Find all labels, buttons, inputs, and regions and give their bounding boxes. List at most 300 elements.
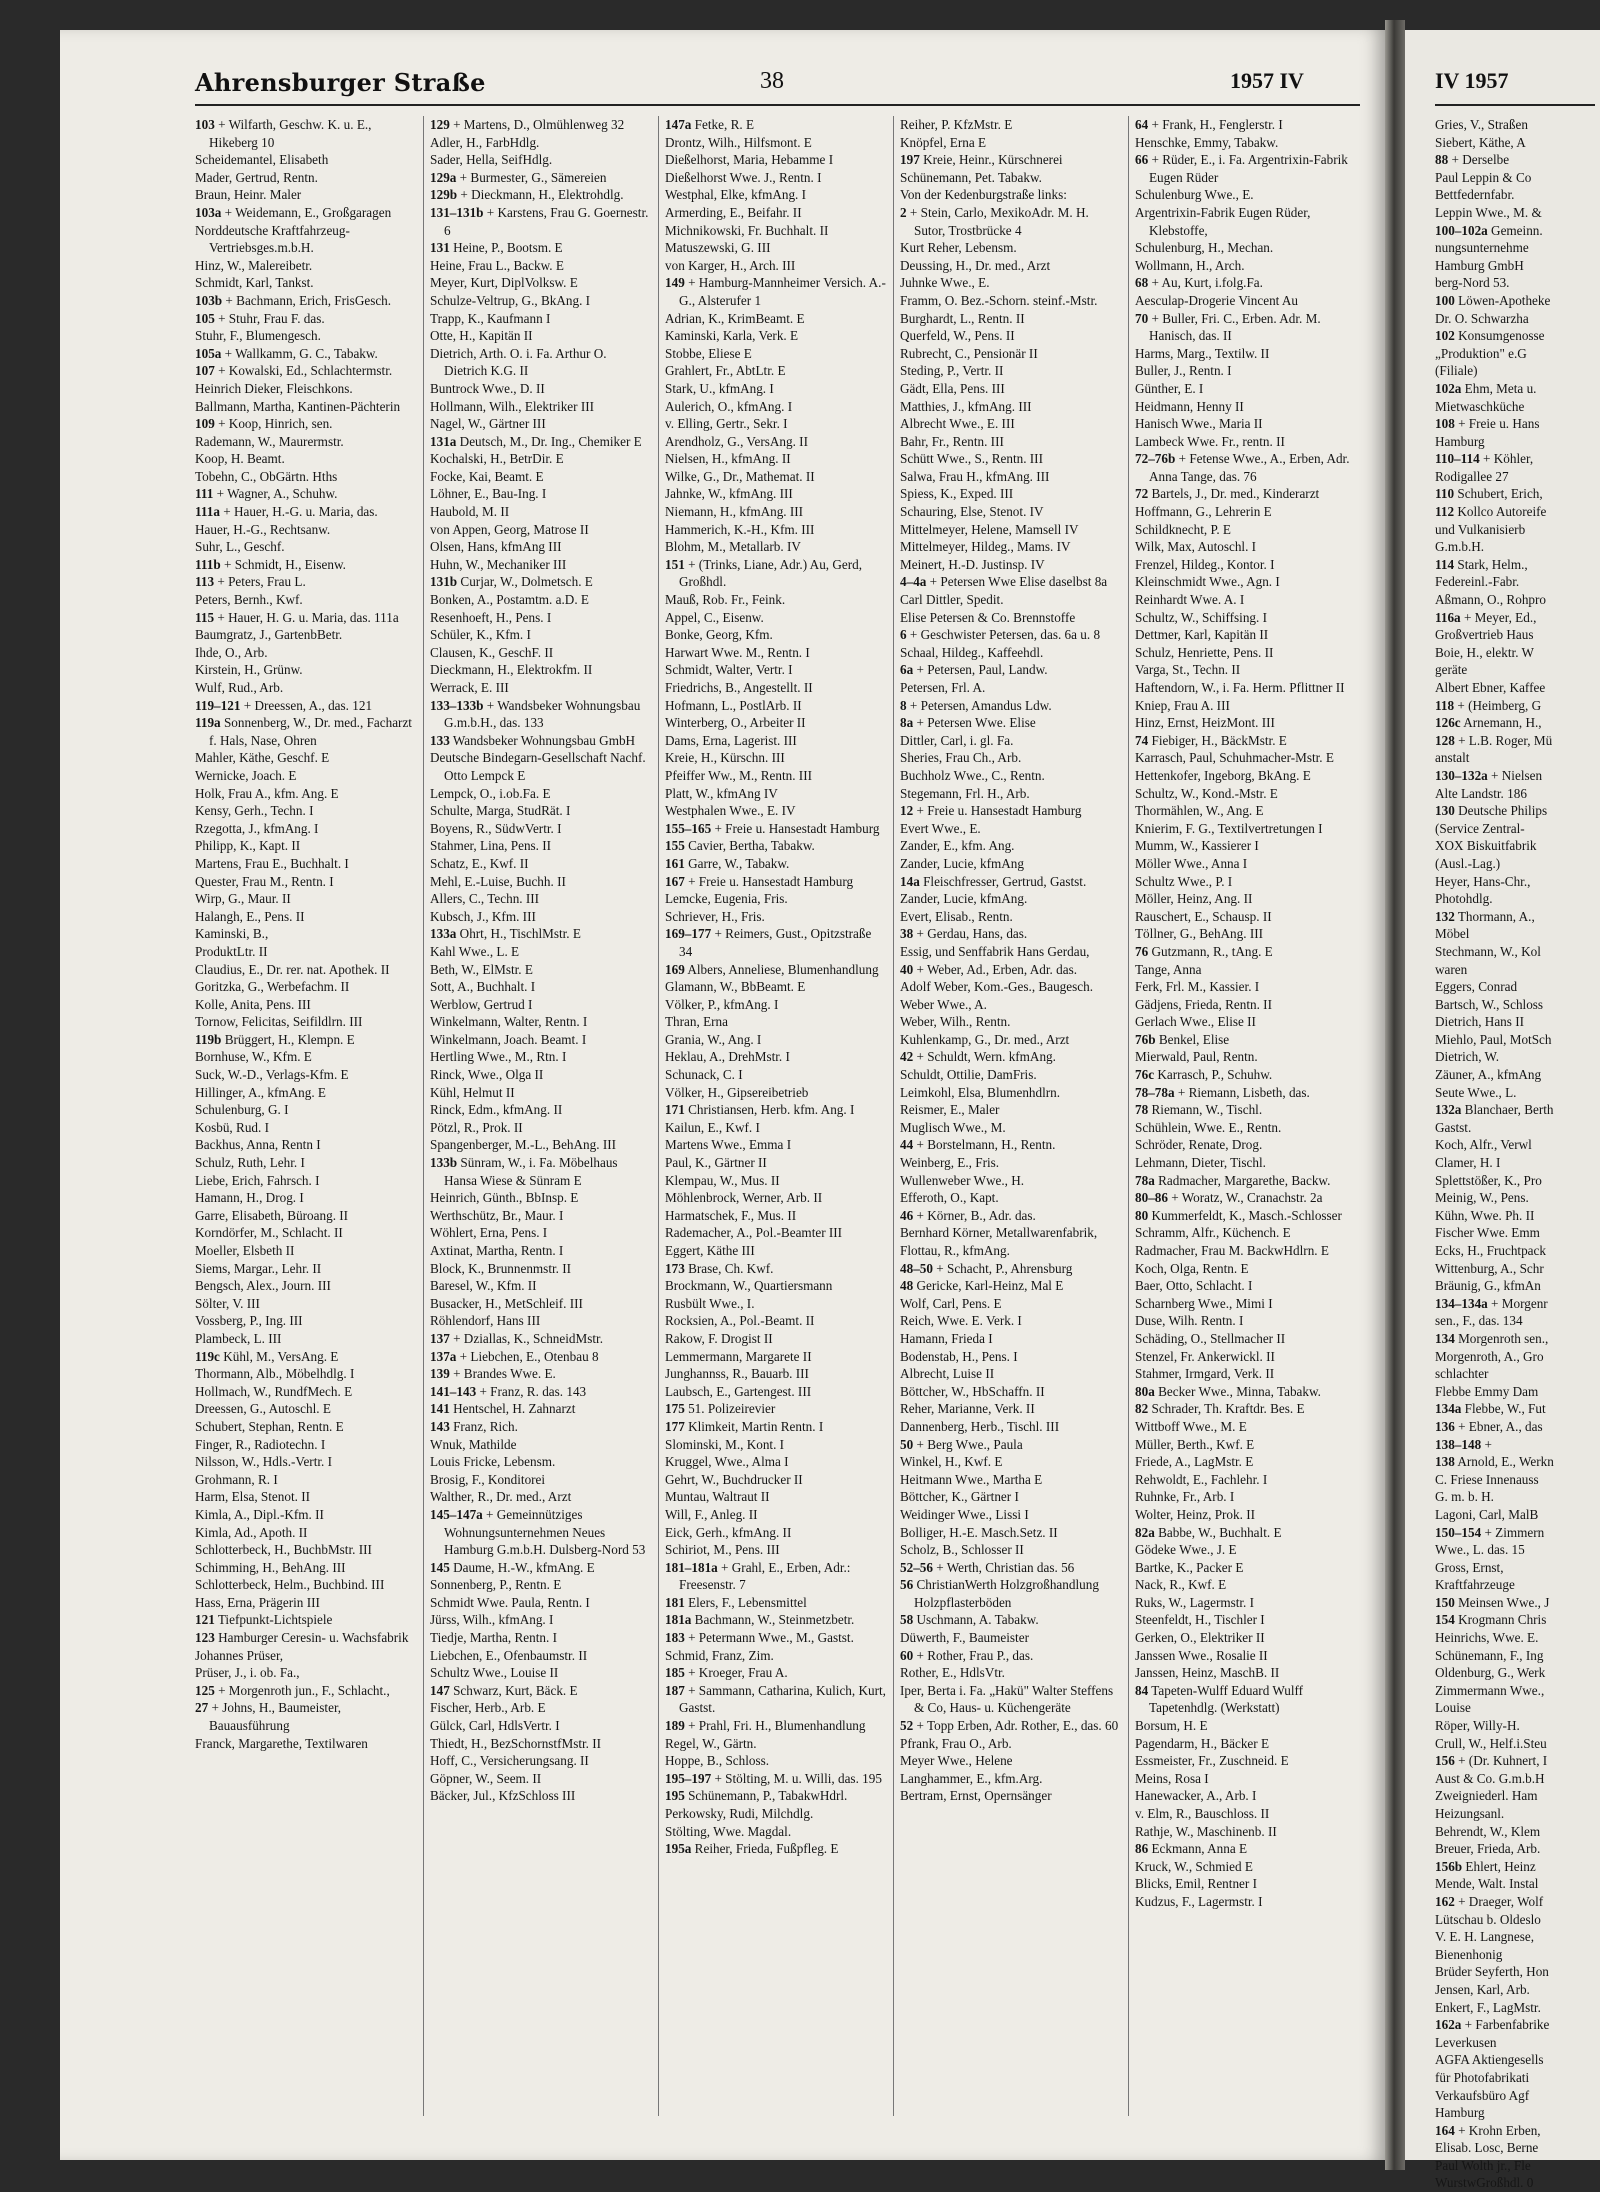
directory-entry: Henschke, Emmy, Tabakw. [1135,134,1279,150]
directory-entry: 102a Ehm, Meta u. [1435,380,1537,396]
directory-entry: Flottau, R., kfmAng. [900,1243,1010,1258]
directory-entry: Schatz, E., Kwf. II [430,855,529,871]
directory-entry: 139 + Brandes Wwe. E. [430,1366,556,1382]
directory-entry: Burghardt, L., Rentn. II [900,310,1025,326]
directory-entry: Harwart Wwe. M., Rentn. I [665,644,810,660]
directory-entry: Hamburg [1435,433,1485,449]
page-number: 38 [760,68,784,94]
directory-entry: Hettenkofer, Ingeborg, BkAng. E [1135,767,1311,783]
directory-entry: Juhnke Wwe., E. [900,275,990,291]
directory-entry: Will, F., Anleg. II [665,1506,758,1522]
column-5 [1135,116,1357,2136]
directory-entry: Zweigniederl. Ham [1435,1788,1538,1804]
directory-entry: Iper, Berta i. Fa. „Hakü" Walter Steffens & Co, Haus- u. Küchengeräte [900,1682,1114,1716]
right-page-column [1435,116,1600,2191]
directory-entry: Schulze-Veltrup, G., BkAng. I [430,292,591,308]
directory-entry: Albrecht, Luise II [900,1366,995,1382]
directory-entry: 119b Brüggert, H., Klempn. E [195,1031,355,1047]
directory-entry: Wilke, G., Dr., Mathemat. II [665,468,815,484]
directory-entry: 132 Thormann, A., [1435,908,1535,924]
directory-entry: Rinck, Edm., kfmAng. II [430,1102,563,1118]
directory-entry: 131b Curjar, W., Dolmetsch. E [430,574,593,590]
directory-entry: Meinig, W., Pens. [1435,1190,1529,1206]
directory-entry: 88 + Derselbe [1435,152,1510,168]
directory-entry: Zäuner, A., kfmAng [1435,1067,1542,1083]
directory-entry: Bonken, A., Postamtm. a.D. E [430,592,589,608]
directory-entry: Kraftfahrzeuge [1435,1577,1515,1593]
directory-entry: 175 51. Polizeirevier [665,1401,776,1417]
directory-entry: Hinz, W., Malereibetr. [195,257,313,273]
directory-entry: Werrack, E. III [430,680,509,695]
directory-entry: Völker, P., kfmAng. I [665,996,779,1012]
directory-entry: Harms, Marg., Textilw. II [1135,345,1270,361]
directory-entry: 181a Bachmann, W., Steinmetzbetr. [665,1612,855,1628]
directory-entry: Gülck, Carl, HdlsVertr. I [430,1718,560,1734]
directory-entry: 171 Christiansen, Herb. kfm. Ang. I [665,1102,855,1118]
directory-entry: Brockmann, W., Quartiersmann [665,1278,833,1294]
directory-entry: Günther, E. I [1135,380,1204,396]
directory-entry: 123 Hamburger Ceresin- u. Wachsfabrik [195,1630,409,1646]
directory-entry: Möller, Heinz, Ang. II [1135,891,1253,907]
directory-entry: Wernicke, Joach. E [195,767,297,783]
directory-entry: Kleinschmidt Wwe., Agn. I [1135,574,1280,590]
directory-entry: Perkowsky, Rudi, Milchdlg. [665,1806,814,1821]
directory-entry: Suck, W.-D., Verlags-Kfm. E [195,1067,349,1083]
directory-entry: Morgenroth, A., Gro [1435,1348,1544,1364]
directory-entry: Weinberg, E., Fris. [900,1155,1000,1171]
directory-entry: 134–134a + Morgenr [1435,1295,1548,1311]
year-volume: 1957 IV [1230,68,1304,93]
directory-entry: Scholz, B., Schlosser II [900,1542,1024,1558]
directory-entry: Leimkohl, Elsa, Blumenhdlrn. [900,1084,1061,1100]
directory-entry: Mende, Walt. Instal [1435,1876,1539,1892]
directory-entry: Schildknecht, P. E [1135,521,1231,537]
directory-entry: Mumm, W., Kassierer I [1135,838,1259,854]
directory-entry: 145–147a + Gemeinnütziges Wohnungsunternehmen Neues Hamburg G.m.b.H. Dulsberg-Nord 53 [430,1506,646,1558]
directory-entry: 156b Ehlert, Heinz [1435,1858,1536,1874]
directory-entry: Bolliger, H.-E. Masch.Setz. II [900,1524,1058,1540]
directory-entry: Heinrich Dieker, Fleischkons. [195,380,353,396]
directory-entry: 112 Kollco Autoreife [1435,504,1547,520]
directory-entry: Kahl Wwe., L. E [430,943,520,959]
directory-entry: Harmatschek, F., Mus. II [665,1207,797,1223]
directory-entry: Evert, Elisab., Rentn. [900,908,1013,924]
directory-entry: Heinrichs, Wwe. E. [1435,1630,1539,1646]
directory-entry: 137a + Liebchen, E., Otenbau 8 [430,1348,599,1364]
directory-entry: 129a + Burmester, G., Sämereien [430,169,607,185]
directory-entry: Schulenburg Wwe., E. [1135,187,1254,203]
directory-entry: 66 + Rüder, E., i. Fa. Argentrixin-Fabrik Eugen Rüder [1135,152,1348,185]
directory-entry: Gross, Ernst, [1435,1559,1504,1575]
directory-entry: Westphal, Elke, kfmAng. I [665,187,807,203]
directory-entry: 110–114 + Köhler, [1435,451,1534,467]
directory-entry: Mittelmeyer, Helene, Mamsell IV [900,521,1079,537]
directory-entry: 177 Klimkeit, Martin Rentn. I [665,1418,824,1434]
directory-entry: Kochalski, H., BetrDir. E [430,451,564,467]
directory-entry: 154 Krogmann Chris [1435,1612,1547,1628]
directory-entry: Bettfedernfabr. [1435,187,1515,203]
directory-entry: Clamer, H. I [1435,1155,1501,1171]
directory-entry: 103 + Wilfarth, Geschw. K. u. E., Hikeberg 10 [195,117,372,150]
directory-entry: Frenzel, Hildeg., Kontor. I [1135,556,1275,572]
directory-entry: G.m.b.H. [1435,539,1485,555]
directory-entry: Reismer, E., Maler [900,1102,1000,1118]
directory-entry: 46 + Körner, B., Adr. das. [900,1207,1036,1223]
directory-entry: Arendholz, G., VersAng. II [665,433,808,449]
directory-entry: Jahnke, W., kfmAng. III [665,486,793,502]
directory-entry: Liebe, Erich, Fahrsch. I [195,1172,320,1188]
directory-entry: Gerlach Wwe., Elise II [1135,1014,1256,1030]
directory-entry: Kirstein, H., Grünw. [195,662,303,678]
directory-entry: 58 Uschmann, A. Tabakw. [900,1612,1039,1628]
directory-entry: 105 + Stuhr, Frau F. das. [195,310,325,326]
directory-entry: Louise [1435,1700,1471,1716]
directory-entry: Schramm, Alfr., Küchench. E [1135,1225,1291,1241]
directory-entry: 147a Fetke, R. E [665,117,755,132]
directory-entry: Meins, Rosa I [1135,1770,1209,1786]
column-2 [430,116,652,2136]
directory-entry: Deussing, H., Dr. med., Arzt [900,257,1051,273]
directory-entry: Blicks, Emil, Rentner I [1135,1876,1257,1892]
directory-entry: 173 Brase, Ch. Kwf. [665,1260,774,1276]
directory-entry: ProduktLtr. II [195,943,268,959]
directory-entry: Scharnberg Wwe., Mimi I [1135,1295,1273,1311]
directory-entry: 6 + Geschwister Petersen, das. 6a u. 8 [900,627,1101,643]
directory-entry: Louis Fricke, Lebensm. [430,1454,556,1470]
directory-entry: 189 + Prahl, Fri. H., Blumenhandlung [665,1718,866,1734]
directory-entry: Zander, E., kfm. Ang. [900,838,1015,854]
directory-entry: Friedrichs, B., Angestellt. II [665,680,813,695]
directory-entry: 103a + Weidemann, E., Großgaragen [195,204,392,220]
directory-entry: 138–148 + [1435,1436,1492,1452]
directory-entry: 70 + Buller, Fri. C., Erben. Adr. M. Hanisch, das. II [1135,310,1321,344]
directory-entry: Sheries, Frau Ch., Arb. [900,750,1022,766]
directory-entry: Rusbült Wwe., I. [665,1295,755,1311]
directory-entry: 44 + Borstelmann, H., Rentn. [900,1137,1056,1153]
directory-entry: Appel, C., Eisenw. [665,609,764,625]
directory-entry: Claudius, E., Dr. rer. nat. Apothek. II [195,961,390,977]
directory-entry: Nilsson, W., Hdls.-Vertr. I [195,1454,333,1470]
right-header-rule [1435,104,1595,106]
directory-entry: Gödeke Wwe., J. E [1135,1542,1237,1558]
directory-entry: Dießelhorst Wwe. J., Rentn. I [665,169,822,185]
directory-entry: 111 + Wagner, A., Schuhw. [195,486,338,502]
directory-entry: Michnikowski, Fr. Buchhalt. II [665,222,829,238]
directory-entry: Bertram, Ernst, Opernsänger [900,1788,1052,1804]
directory-entry: 76 Gutzmann, R., tAng. E [1135,943,1273,959]
directory-entry: Winkelmann, Joach. Beamt. I [430,1031,587,1047]
directory-entry: Kruck, W., Schmied E [1135,1858,1253,1874]
directory-entry: 52–56 + Werth, Christian das. 56 [900,1559,1075,1575]
directory-entry: 125 + Morgenroth jun., F., Schlacht., [195,1682,390,1698]
directory-entry: Verkaufsbüro Agf [1435,2087,1530,2103]
directory-entry: Nagel, W., Gärtner III [430,416,546,432]
directory-entry: (Filiale) [1435,363,1478,379]
directory-entry: 155–165 + Freie u. Hansestadt Hamburg [665,820,880,836]
directory-entry: Essig, und Senffabrik Hans Gerdau, [900,943,1090,959]
directory-entry: 162 + Draeger, Wolf [1435,1893,1544,1909]
directory-entry: Kosbü, Rud. I [195,1119,269,1135]
directory-entry: Goritzka, G., Werbefachm. II [195,979,350,995]
directory-entry: Gädjens, Frieda, Rentn. II [1135,996,1272,1012]
directory-entry: Baresel, W., Kfm. II [430,1278,537,1294]
directory-entry: 150 Meinsen Wwe., J [1435,1594,1550,1610]
directory-entry: Siebert, Käthe, A [1435,134,1526,150]
directory-entry: Röper, Willy-H. [1435,1718,1520,1734]
directory-entry: Rauschert, E., Schausp. II [1135,908,1272,924]
directory-entry: Boyens, R., SüdwVertr. I [430,820,562,836]
directory-entry: Albrecht Wwe., E. III [900,416,1015,432]
directory-entry: Gerken, O., Elektriker II [1135,1630,1265,1646]
directory-entry: Rademacher, A., Pol.-Beamter III [665,1225,843,1241]
directory-entry: 164 + Krohn Erben, [1435,2122,1541,2138]
directory-entry: 114 Stark, Helm., [1435,556,1528,572]
directory-entry: Essmeister, Fr., Zuschneid. E [1135,1753,1289,1769]
directory-entry: Düwerth, F., Baumeister [900,1630,1029,1646]
directory-entry: 133a Ohrt, H., TischlMstr. E [430,926,581,942]
column-divider [893,116,894,2116]
directory-entry: Schmidt, Walter, Vertr. I [665,662,793,678]
directory-entry: Zimmermann Wwe., [1435,1682,1545,1698]
directory-entry: (Service Zentral- [1435,820,1525,836]
directory-entry: 134a Flebbe, W., Fut [1435,1401,1546,1417]
directory-entry: Muglisch Wwe., M. [900,1119,1006,1135]
directory-entry: Petersen, Frl. A. [900,680,986,695]
directory-entry: Stenzel, Fr. Ankerwickl. II [1135,1348,1275,1364]
directory-entry: 185 + Kroeger, Frau A. [665,1665,788,1681]
directory-entry: 60 + Rother, Frau P., das. [900,1647,1034,1663]
directory-entry: Busacker, H., MetSchleif. III [430,1295,583,1311]
directory-entry: 195 Schünemann, P., TabakwHdrl. [665,1788,848,1804]
directory-entry: Slominski, M., Kont. I [665,1436,785,1452]
directory-entry: Kühn, Wwe. Ph. II [1435,1207,1535,1223]
directory-entry: Dannenberg, Herb., Tischl. III [900,1418,1060,1434]
directory-entry: 161 Garre, W., Tabakw. [665,855,790,871]
directory-entry: Böttcher, W., HbSchaffn. II [900,1383,1045,1399]
directory-entry: Schaal, Hildeg., Kaffeehdl. [900,644,1044,660]
street-title: Ahrensburger Straße [195,68,486,97]
directory-entry: Backhus, Anna, Rentn I [195,1137,321,1153]
directory-entry: Miehlo, Paul, MotSch [1435,1031,1552,1047]
directory-entry: Efferoth, O., Kapt. [900,1190,999,1206]
directory-entry: 82a Babbe, W., Buchhalt. E [1135,1524,1282,1540]
directory-entry: Albert Ebner, Kaffee [1435,680,1546,695]
directory-entry: Grahlert, Fr., AbtLtr. E [665,363,786,379]
directory-entry: 8 + Petersen, Amandus Ldw. [900,697,1052,713]
directory-entry: 111a + Hauer, H.-G. u. Maria, das. [195,504,378,520]
directory-entry: Ballmann, Martha, Kantinen-Pächterin [195,398,401,414]
directory-entry: Schünemann, F., Ing [1435,1647,1544,1663]
directory-entry: Hass, Erna, Prägerin III [195,1594,320,1610]
directory-entry: Möbel [1435,926,1470,942]
directory-entry: Stechmann, W., Kol [1435,943,1541,959]
directory-entry: Otte, H., Kapitän II [430,328,533,344]
directory-entry: Hoffmann, G., Lehrerin E [1135,504,1272,520]
directory-entry: Beth, W., ElMstr. E [430,961,533,977]
directory-entry: Koch, Olga, Rentn. E [1135,1260,1249,1276]
directory-entry: Salwa, Frau H., kfmAng. III [900,468,1050,484]
directory-entry: (Ausl.-Lag.) [1435,855,1501,871]
directory-entry: Schulte, Marga, StudRät. I [430,803,571,819]
right-page-header: IV 1957 [1435,68,1509,93]
directory-entry: Crull, W., Helf.i.Steu [1435,1735,1547,1751]
directory-entry: 156 + (Dr. Kuhnert, I [1435,1753,1548,1769]
directory-entry: 145 Daume, H.-W., kfmAng. E [430,1559,595,1575]
directory-entry: 103b + Bachmann, Erich, FrisGesch. [195,292,392,308]
directory-entry: Sott, A., Buchhalt. I [430,979,536,995]
directory-entry: Dreessen, G., Autoschl. E [195,1401,331,1417]
directory-entry: Koch, Alfr., Verwl [1435,1137,1532,1153]
directory-entry: Kubsch, J., Kfm. III [430,908,536,924]
directory-entry: Schriever, H., Fris. [665,908,765,924]
directory-entry: Johannes Prüser, [195,1647,284,1663]
directory-entry: Heine, Frau L., Backw. E [430,257,564,273]
directory-entry: Haftendorn, W., i. Fa. Herm. Pflittner II [1135,680,1345,695]
directory-entry: Sader, Hella, SeifHdlg. [430,152,553,168]
directory-entry: Hillinger, A., kfmAng. E [195,1084,326,1100]
directory-entry: Dieckmann, H., Elektrokfm. II [430,662,593,678]
directory-entry: Hamann, Frieda I [900,1330,993,1346]
directory-entry: 80–86 + Woratz, W., Cranachstr. 2a [1135,1190,1323,1206]
directory-entry: Buntrock Wwe., D. II [430,380,545,396]
directory-entry: Kuhlenkamp, G., Dr. med., Arzt [900,1031,1070,1047]
directory-entry: 129 + Martens, D., Olmühlenweg 32 [430,117,625,132]
directory-entry: Ecks, H., Fruchtpack [1435,1243,1546,1258]
directory-entry: 137 + Dziallas, K., SchneidMstr. [430,1330,603,1346]
column-divider [423,116,424,2116]
directory-entry: Kudzus, F., Lagermstr. I [1135,1893,1263,1909]
directory-entry: Leppin Wwe., M. & [1435,204,1542,220]
directory-entry: Adler, H., FarbHdlg. [430,134,540,150]
directory-entry: Stölting, Wwe. Magdal. [665,1823,792,1839]
directory-entry: Garre, Elisabeth, Büroang. II [195,1207,349,1223]
directory-entry: 169–177 + Reimers, Gust., Opitzstraße 34 [665,926,872,959]
directory-entry: 141 Hentschel, H. Zahnarzt [430,1401,576,1417]
directory-entry: Kolle, Anita, Pens. III [195,996,311,1012]
directory-entry: anstalt [1435,750,1470,766]
directory-entry: Tiedje, Martha, Rentn. I [430,1630,557,1646]
directory-entry: Hertling Wwe., M., Rtn. I [430,1049,567,1065]
directory-entry: Stahmer, Irmgard, Verk. II [1135,1366,1275,1382]
directory-entry: 78 Riemann, W., Tischl. [1135,1102,1263,1118]
directory-entry: Westphalen Wwe., E. IV [665,803,796,819]
directory-entry: 80 Kummerfeldt, K., Masch.-Schlosser [1135,1207,1342,1223]
directory-entry: 107 + Kowalski, Ed., Schlachtermstr. [195,363,393,379]
directory-entry: Trapp, K., Kaufmann I [430,310,551,326]
directory-entry: 147 Schwarz, Kurt, Bäck. E [430,1682,578,1698]
directory-entry: 151 + (Trinks, Liane, Adr.) Au, Gerd, Großhdl. [665,556,863,590]
directory-entry: Hollmach, W., RundfMech. E [195,1383,353,1399]
directory-entry: Bäcker, Jul., KfzSchloss III [430,1788,576,1804]
directory-entry: Baumgratz, J., GartenbBetr. [195,627,343,643]
directory-entry: Photohdlg. [1435,891,1493,907]
directory-entry: Kühl, Helmut II [430,1084,515,1100]
directory-entry: Elise Petersen & Co. Brennstoffe [900,609,1076,625]
directory-entry: Schauring, Else, Stenot. IV [900,504,1044,520]
directory-entry: Gädt, Ella, Pens. III [900,380,1005,396]
directory-entry: Matuszewski, G. III [665,240,771,256]
directory-entry: und Vulkanisierb [1435,521,1526,537]
directory-entry: Rademann, W., Maurermstr. [195,433,344,449]
directory-entry: Hamburg [1435,2105,1485,2121]
directory-entry: Hoff, C., Versicherungsang. II [430,1753,589,1769]
directory-entry: 111b + Schmidt, H., Eisenw. [195,556,346,572]
directory-entry: Huhn, W., Mechaniker III [430,556,567,572]
directory-entry: Dietrich, W. [1435,1049,1500,1065]
column-3 [665,116,887,2136]
directory-entry: v. Elm, R., Bauschloss. II [1135,1806,1270,1821]
directory-entry: 131–131b + Karstens, Frau G. Goernestr. 6 [430,204,649,238]
directory-entry: Querfeld, W., Pens. II [900,328,1015,344]
directory-entry: 183 + Petermann Wwe., M., Gastst. [665,1630,854,1646]
directory-entry: Nielsen, H., kfmAng. II [665,451,791,467]
directory-entry: Stark, U., kfmAng. I [665,380,774,396]
directory-entry: Schröder, Renate, Drog. [1135,1137,1263,1153]
directory-entry: 40 + Weber, Ad., Erben, Adr. das. [900,961,1078,977]
directory-entry: Nack, R., Kwf. E [1135,1577,1227,1593]
directory-entry: 50 + Berg Wwe., Paula [900,1436,1023,1452]
directory-entry: Meyer, Kurt, DiplVolksw. E [430,275,578,291]
directory-entry: Enkert, F., LagMstr. [1435,1999,1541,2015]
directory-entry: Schulenburg, H., Mechan. [1135,240,1274,256]
directory-entry: 119a Sonnenberg, W., Dr. med., Facharzt f. Hals, Nase, Ohren [195,715,412,748]
directory-entry: Dießelhorst, Maria, Hebamme I [665,152,834,168]
directory-entry: Thormann, Alb., Möbelhdlg. I [195,1366,355,1382]
directory-entry: Regel, W., Gärtn. [665,1735,757,1751]
directory-entry: G. m. b. H. [1435,1489,1494,1505]
directory-entry: Werthschütz, Br., Maur. I [430,1207,564,1223]
directory-entry: 150–154 + Zimmern [1435,1524,1545,1540]
directory-entry: Schüler, K., Kfm. I [430,627,531,643]
directory-entry: Halangh, E., Pens. II [195,908,305,924]
directory-entry: Von der Kedenburgstraße links: [900,187,1067,203]
directory-entry: 134 Morgenroth sen., [1435,1330,1549,1346]
directory-entry: 149 + Hamburg-Mannheimer Versich. A.-G., Alsterufer 1 [665,275,886,308]
directory-entry: Eick, Gerh., kfmAng. II [665,1524,792,1540]
directory-entry: Baer, Otto, Schlacht. I [1135,1278,1253,1294]
directory-entry: Heizungsanl. [1435,1806,1505,1821]
column-1 [195,116,417,2136]
directory-entry: Braun, Heinr. Maler [195,187,302,203]
directory-entry: Schultz Wwe., Louise II [430,1665,559,1681]
directory-entry: 102 Konsumgenosse [1435,328,1545,344]
directory-entry: sen., F., das. 134 [1435,1313,1523,1329]
directory-entry: Wwe., L. das. 15 [1435,1542,1525,1558]
directory-entry: 48 Gericke, Karl-Heinz, Mal E [900,1278,1064,1294]
directory-entry: Fischer, Herb., Arb. E [430,1700,546,1716]
directory-entry: 84 Tapeten-Wulff Eduard Wulff Tapetenhdlg. (Werkstatt) [1135,1682,1304,1716]
header-rule [195,104,1360,106]
directory-entry: Plambeck, L. III [195,1330,282,1346]
directory-entry: Mietwaschküche [1435,398,1525,414]
directory-entry: Quester, Frau M., Rentn. I [195,873,334,889]
directory-entry: Fischer Wwe. Emm [1435,1225,1540,1241]
directory-entry: Framm, O. Bez.-Schorn. steinf.-Mstr. [900,292,1098,308]
directory-entry: Haubold, M. II [430,504,510,520]
directory-entry: für Photofabrikati [1435,2069,1530,2085]
directory-entry: Möhlenbrock, Werner, Arb. II [665,1190,823,1206]
directory-entry: Aesculap-Drogerie Vincent Au [1135,292,1299,308]
directory-entry: Kimla, Ad., Apoth. II [195,1524,308,1540]
directory-entry: 197 Kreie, Heinr., Kürschnerei [900,152,1063,168]
directory-entry: 119c Kühl, M., VersAng. E [195,1348,339,1364]
directory-entry: Wulf, Rud., Arb. [195,680,284,695]
directory-entry: 118 + (Heimberg, G [1435,697,1542,713]
directory-entry: Bernhard Körner, Metallwarenfabrik, [900,1225,1098,1241]
directory-entry: von Karger, H., Arch. III [665,257,796,273]
directory-entry: Töllner, G., BehAng. III [1135,926,1264,942]
directory-entry: geräte [1435,662,1468,678]
